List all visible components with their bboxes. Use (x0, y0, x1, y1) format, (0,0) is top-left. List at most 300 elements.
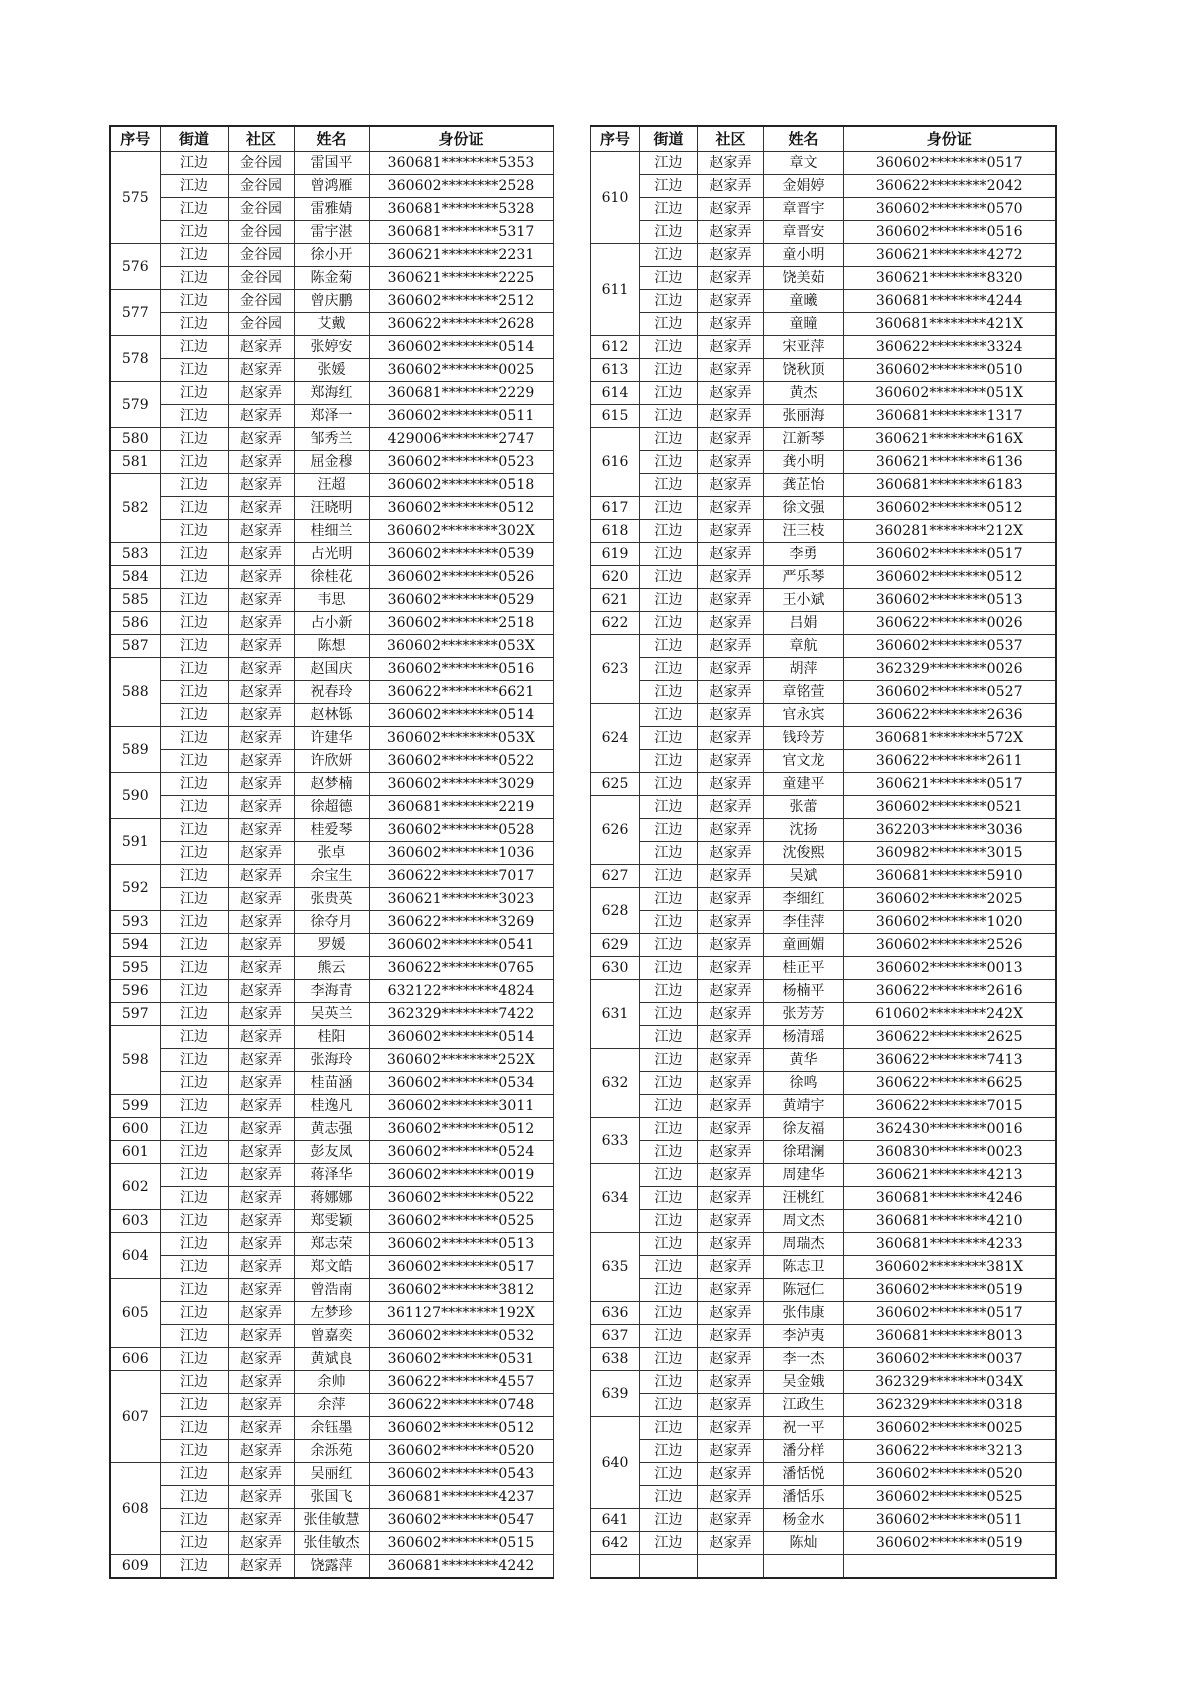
seq-cell: 604 (110, 1233, 160, 1279)
street-cell: 江边 (160, 980, 228, 1003)
table-row (591, 612, 1056, 635)
table-row (591, 244, 1056, 267)
street-cell: 江边 (640, 1371, 698, 1394)
community-cell: 赵家弄 (698, 1026, 764, 1049)
id-card-cell: 360622********6621 (369, 681, 553, 704)
street-cell: 江边 (160, 520, 228, 543)
community-cell: 赵家弄 (228, 1095, 294, 1118)
name-cell: 沈俊熙 (764, 842, 844, 865)
street-cell: 江边 (160, 1532, 228, 1555)
id-card-cell: 360602********0512 (844, 497, 1056, 520)
street-cell: 江边 (640, 635, 698, 658)
name-cell: 许建华 (294, 727, 369, 750)
street-cell: 江边 (640, 1141, 698, 1164)
seq-cell: 585 (110, 589, 160, 612)
seq-cell: 611 (591, 244, 640, 336)
table-row (591, 842, 1056, 865)
street-cell: 江边 (160, 957, 228, 980)
seq-cell: 592 (110, 865, 160, 911)
id-card-cell: 360602********0517 (369, 1256, 553, 1279)
table-row (591, 1279, 1056, 1302)
table-row (591, 474, 1056, 497)
street-cell: 江边 (640, 1095, 698, 1118)
name-cell: 祝春玲 (294, 681, 369, 704)
name-cell: 潘恬悦 (764, 1463, 844, 1486)
community-cell: 赵家弄 (228, 957, 294, 980)
table-row (591, 1394, 1056, 1417)
header-id-card: 身份证 (369, 126, 553, 152)
id-card-cell: 360681********4244 (844, 290, 1056, 313)
street-cell: 江边 (160, 1279, 228, 1302)
table-row (110, 1026, 553, 1049)
street-cell: 江边 (640, 681, 698, 704)
seq-cell: 636 (591, 1302, 640, 1325)
table-row (591, 658, 1056, 681)
id-card-cell: 360602********2025 (844, 888, 1056, 911)
name-cell: 徐夺月 (294, 911, 369, 934)
id-card-cell: 610602********242X (844, 1003, 1056, 1026)
name-cell: 黄杰 (764, 382, 844, 405)
id-card-cell: 360602********2512 (369, 290, 553, 313)
id-card-cell: 360602********0519 (844, 1532, 1056, 1555)
table-row (110, 359, 553, 382)
street-cell: 江边 (160, 796, 228, 819)
name-cell: 赵林铄 (294, 704, 369, 727)
name-cell: 吕娟 (764, 612, 844, 635)
seq-cell: 630 (591, 957, 640, 980)
seq-cell: 623 (591, 635, 640, 704)
id-card-cell: 360681********5328 (369, 198, 553, 221)
name-cell: 许欣妍 (294, 750, 369, 773)
street-cell: 江边 (640, 244, 698, 267)
seq-cell: 612 (591, 336, 640, 359)
table-row (591, 727, 1056, 750)
name-cell: 严乐琴 (764, 566, 844, 589)
community-cell: 赵家弄 (698, 566, 764, 589)
community-cell: 赵家弄 (228, 336, 294, 359)
community-cell: 赵家弄 (228, 865, 294, 888)
seq-cell: 582 (110, 474, 160, 543)
id-card-cell: 360602********0529 (369, 589, 553, 612)
seq-cell: 639 (591, 1371, 640, 1417)
id-card-cell: 360602********0518 (369, 474, 553, 497)
table-row (591, 359, 1056, 382)
seq-cell: 610 (591, 152, 640, 244)
seq-cell: 606 (110, 1348, 160, 1371)
street-cell: 江边 (160, 543, 228, 566)
table-row (591, 1256, 1056, 1279)
id-card-cell: 360622********3269 (369, 911, 553, 934)
community-cell: 赵家弄 (698, 1486, 764, 1509)
id-card-cell: 360602********051X (844, 382, 1056, 405)
name-cell: 李一杰 (764, 1348, 844, 1371)
name-cell: 钱玲芳 (764, 727, 844, 750)
street-cell: 江边 (640, 520, 698, 543)
name-cell: 吴丽红 (294, 1463, 369, 1486)
community-cell: 赵家弄 (698, 1348, 764, 1371)
name-cell: 陈灿 (764, 1532, 844, 1555)
street-cell: 江边 (640, 313, 698, 336)
name-cell: 汪桃红 (764, 1187, 844, 1210)
id-card-cell: 360602********0512 (844, 566, 1056, 589)
street-cell: 江边 (640, 1003, 698, 1026)
street-cell: 江边 (160, 152, 228, 175)
name-cell: 吴金娥 (764, 1371, 844, 1394)
table-row (110, 1532, 553, 1555)
community-cell: 赵家弄 (228, 888, 294, 911)
header-name: 姓名 (294, 126, 369, 152)
name-cell: 李海青 (294, 980, 369, 1003)
name-cell: 章晋安 (764, 221, 844, 244)
id-card-cell: 360681********2229 (369, 382, 553, 405)
table-row (110, 842, 553, 865)
id-card-cell: 360602********2526 (844, 934, 1056, 957)
street-cell: 江边 (640, 1509, 698, 1532)
id-card-cell: 360602********0517 (844, 543, 1056, 566)
table-row (110, 589, 553, 612)
street-cell: 江边 (160, 1256, 228, 1279)
id-card-cell: 360602********0539 (369, 543, 553, 566)
name-cell: 徐超德 (294, 796, 369, 819)
community-cell: 赵家弄 (698, 1532, 764, 1555)
community-cell: 赵家弄 (698, 1256, 764, 1279)
table-row (591, 865, 1056, 888)
id-card-cell: 360681********5353 (369, 152, 553, 175)
table-row (110, 566, 553, 589)
community-cell: 赵家弄 (228, 1141, 294, 1164)
table-row (591, 313, 1056, 336)
street-cell: 江边 (640, 773, 698, 796)
table-row (110, 1325, 553, 1348)
id-card-cell: 360602********0514 (369, 336, 553, 359)
id-card-cell: 360602********0520 (369, 1440, 553, 1463)
id-card-cell: 360602********0013 (844, 957, 1056, 980)
community-cell: 赵家弄 (228, 520, 294, 543)
id-card-cell: 360681********6183 (844, 474, 1056, 497)
name-cell: 潘分样 (764, 1440, 844, 1463)
community-cell: 赵家弄 (698, 1394, 764, 1417)
table-row (110, 819, 553, 842)
table-row (110, 175, 553, 198)
table-row (110, 635, 553, 658)
empty-cell (698, 1555, 764, 1579)
table-row (110, 1256, 553, 1279)
community-cell: 金谷园 (228, 244, 294, 267)
community-cell: 赵家弄 (228, 1440, 294, 1463)
name-cell: 杨楠平 (764, 980, 844, 1003)
table-row (110, 313, 553, 336)
seq-cell: 576 (110, 244, 160, 290)
name-cell: 郑文皓 (294, 1256, 369, 1279)
table-row (591, 819, 1056, 842)
street-cell: 江边 (160, 865, 228, 888)
community-cell: 赵家弄 (228, 428, 294, 451)
table-row (591, 1348, 1056, 1371)
street-cell: 江边 (640, 750, 698, 773)
name-cell: 汪三枝 (764, 520, 844, 543)
community-cell: 赵家弄 (228, 934, 294, 957)
community-cell: 赵家弄 (228, 911, 294, 934)
community-cell: 赵家弄 (228, 1118, 294, 1141)
table-row (110, 497, 553, 520)
table-row (591, 267, 1056, 290)
table-row (110, 727, 553, 750)
street-cell: 江边 (640, 221, 698, 244)
community-cell: 赵家弄 (698, 727, 764, 750)
street-cell: 江边 (160, 313, 228, 336)
street-cell: 江边 (160, 1440, 228, 1463)
table-row (591, 382, 1056, 405)
id-card-cell: 360622********0748 (369, 1394, 553, 1417)
community-cell: 赵家弄 (698, 865, 764, 888)
community-cell: 赵家弄 (698, 1463, 764, 1486)
seq-cell: 577 (110, 290, 160, 336)
name-cell: 李勇 (764, 543, 844, 566)
id-card-cell: 360622********0026 (844, 612, 1056, 635)
name-cell: 官永宾 (764, 704, 844, 727)
name-cell: 童建平 (764, 773, 844, 796)
id-card-cell: 360622********3324 (844, 336, 1056, 359)
table-row (110, 1486, 553, 1509)
name-cell: 陈冠仁 (764, 1279, 844, 1302)
community-cell: 赵家弄 (228, 1210, 294, 1233)
community-cell: 赵家弄 (698, 428, 764, 451)
table-row (591, 1417, 1056, 1440)
id-card-cell: 360681********8013 (844, 1325, 1056, 1348)
community-cell: 赵家弄 (228, 1532, 294, 1555)
name-cell: 黄靖宇 (764, 1095, 844, 1118)
table-row (110, 1302, 553, 1325)
name-cell: 雷国平 (294, 152, 369, 175)
seq-cell: 603 (110, 1210, 160, 1233)
name-cell: 江新琴 (764, 428, 844, 451)
name-cell: 艾戴 (294, 313, 369, 336)
street-cell: 江边 (160, 175, 228, 198)
community-cell: 赵家弄 (698, 1371, 764, 1394)
table-row (591, 1049, 1056, 1072)
table-row (110, 267, 553, 290)
community-cell: 赵家弄 (228, 842, 294, 865)
table-row (591, 520, 1056, 543)
community-cell: 赵家弄 (698, 1210, 764, 1233)
seq-cell: 625 (591, 773, 640, 796)
id-card-cell: 360602********0513 (369, 1233, 553, 1256)
residents-table-left (109, 125, 554, 1579)
street-cell: 江边 (640, 819, 698, 842)
community-cell: 赵家弄 (228, 589, 294, 612)
community-cell: 赵家弄 (698, 1095, 764, 1118)
seq-cell: 607 (110, 1371, 160, 1463)
seq-cell: 620 (591, 566, 640, 589)
name-cell: 余萍 (294, 1394, 369, 1417)
id-card-cell: 360602********0514 (369, 1026, 553, 1049)
name-cell: 饶秋顶 (764, 359, 844, 382)
table-row (591, 1532, 1056, 1555)
street-cell: 江边 (160, 1072, 228, 1095)
table-row (110, 198, 553, 221)
table-row (110, 750, 553, 773)
table-row (591, 1233, 1056, 1256)
table-row (591, 773, 1056, 796)
community-cell: 赵家弄 (698, 934, 764, 957)
street-cell: 江边 (160, 888, 228, 911)
name-cell: 左梦珍 (294, 1302, 369, 1325)
street-cell: 江边 (640, 934, 698, 957)
id-card-cell: 360982********3015 (844, 842, 1056, 865)
community-cell: 赵家弄 (228, 1371, 294, 1394)
id-card-cell: 360621********616X (844, 428, 1056, 451)
community-cell: 赵家弄 (698, 957, 764, 980)
community-cell: 赵家弄 (698, 681, 764, 704)
name-cell: 杨金水 (764, 1509, 844, 1532)
street-cell: 江边 (160, 1509, 228, 1532)
id-card-cell: 360602********0025 (369, 359, 553, 382)
community-cell: 赵家弄 (698, 290, 764, 313)
name-cell: 周建华 (764, 1164, 844, 1187)
street-cell: 江边 (640, 612, 698, 635)
empty-cell (591, 1555, 640, 1579)
name-cell: 张海玲 (294, 1049, 369, 1072)
table-row (591, 290, 1056, 313)
table-row (110, 612, 553, 635)
street-cell: 江边 (160, 658, 228, 681)
street-cell: 江边 (640, 865, 698, 888)
street-cell: 江边 (640, 497, 698, 520)
name-cell: 余帅 (294, 1371, 369, 1394)
street-cell: 江边 (160, 612, 228, 635)
street-cell: 江边 (640, 1348, 698, 1371)
community-cell: 金谷园 (228, 198, 294, 221)
id-card-cell: 360602********0532 (369, 1325, 553, 1348)
name-cell: 李细红 (764, 888, 844, 911)
street-cell: 江边 (640, 1417, 698, 1440)
id-card-cell: 360602********3029 (369, 773, 553, 796)
community-cell: 赵家弄 (228, 566, 294, 589)
seq-cell: 591 (110, 819, 160, 865)
community-cell: 赵家弄 (698, 1164, 764, 1187)
community-cell: 赵家弄 (698, 1509, 764, 1532)
empty-cell (640, 1555, 698, 1579)
header-seq: 序号 (591, 126, 640, 152)
street-cell: 江边 (160, 267, 228, 290)
community-cell: 赵家弄 (698, 1003, 764, 1026)
id-card-cell: 360602********053X (369, 635, 553, 658)
name-cell: 蒋泽华 (294, 1164, 369, 1187)
seq-cell: 619 (591, 543, 640, 566)
street-cell: 江边 (160, 1026, 228, 1049)
table-row (591, 1440, 1056, 1463)
id-card-cell: 360622********7413 (844, 1049, 1056, 1072)
name-cell: 熊云 (294, 957, 369, 980)
community-cell: 赵家弄 (228, 1049, 294, 1072)
id-card-cell: 360622********7015 (844, 1095, 1056, 1118)
id-card-cell: 360602********0525 (844, 1486, 1056, 1509)
street-cell: 江边 (640, 1325, 698, 1348)
name-cell: 桂细兰 (294, 520, 369, 543)
community-cell: 赵家弄 (228, 1325, 294, 1348)
community-cell: 赵家弄 (228, 543, 294, 566)
street-cell: 江边 (640, 405, 698, 428)
table-row (591, 934, 1056, 957)
community-cell: 赵家弄 (228, 1486, 294, 1509)
seq-cell: 609 (110, 1555, 160, 1579)
table-row (591, 1325, 1056, 1348)
street-cell: 江边 (640, 980, 698, 1003)
header-street: 街道 (640, 126, 698, 152)
table-row (110, 934, 553, 957)
table-row (591, 681, 1056, 704)
seq-cell: 616 (591, 428, 640, 497)
street-cell: 江边 (160, 451, 228, 474)
community-cell: 赵家弄 (228, 658, 294, 681)
seq-cell: 580 (110, 428, 160, 451)
id-card-cell: 360602********0523 (369, 451, 553, 474)
street-cell: 江边 (160, 428, 228, 451)
name-cell: 张佳敏杰 (294, 1532, 369, 1555)
table-row (110, 1118, 553, 1141)
street-cell: 江边 (640, 336, 698, 359)
name-cell: 龚小明 (764, 451, 844, 474)
community-cell: 赵家弄 (228, 1003, 294, 1026)
community-cell: 赵家弄 (228, 1164, 294, 1187)
table-row (110, 1095, 553, 1118)
id-card-cell: 360602********381X (844, 1256, 1056, 1279)
seq-cell: 629 (591, 934, 640, 957)
table-row (591, 796, 1056, 819)
seq-cell: 631 (591, 980, 640, 1049)
street-cell: 江边 (160, 750, 228, 773)
community-cell: 赵家弄 (698, 1118, 764, 1141)
community-cell: 赵家弄 (228, 1302, 294, 1325)
street-cell: 江边 (640, 290, 698, 313)
seq-cell: 621 (591, 589, 640, 612)
name-cell: 赵国庆 (294, 658, 369, 681)
table-row (110, 1348, 553, 1371)
community-cell: 赵家弄 (228, 704, 294, 727)
name-cell: 桂逸凡 (294, 1095, 369, 1118)
table-row (110, 1141, 553, 1164)
street-cell: 江边 (640, 1302, 698, 1325)
id-card-cell: 360681********5317 (369, 221, 553, 244)
header-seq: 序号 (110, 126, 160, 152)
street-cell: 江边 (640, 842, 698, 865)
id-card-cell: 360602********0037 (844, 1348, 1056, 1371)
seq-cell: 597 (110, 1003, 160, 1026)
community-cell: 赵家弄 (698, 1141, 764, 1164)
id-card-cell: 360602********0570 (844, 198, 1056, 221)
id-card-cell: 360602********0519 (844, 1279, 1056, 1302)
table-row (110, 911, 553, 934)
table-row (110, 405, 553, 428)
street-cell: 江边 (640, 1233, 698, 1256)
name-cell: 江政生 (764, 1394, 844, 1417)
id-card-cell: 360602********0019 (369, 1164, 553, 1187)
table-row (110, 1440, 553, 1463)
id-card-cell: 360602********3812 (369, 1279, 553, 1302)
community-cell: 赵家弄 (698, 612, 764, 635)
id-card-cell: 360602********0528 (369, 819, 553, 842)
id-card-cell: 360621********8320 (844, 267, 1056, 290)
street-cell: 江边 (640, 1187, 698, 1210)
name-cell: 汪晓明 (294, 497, 369, 520)
street-cell: 江边 (160, 1555, 228, 1579)
community-cell: 赵家弄 (228, 382, 294, 405)
id-card-cell: 360602********0525 (369, 1210, 553, 1233)
community-cell: 赵家弄 (698, 589, 764, 612)
table-row (110, 888, 553, 911)
table-row (591, 911, 1056, 934)
community-cell: 赵家弄 (228, 750, 294, 773)
